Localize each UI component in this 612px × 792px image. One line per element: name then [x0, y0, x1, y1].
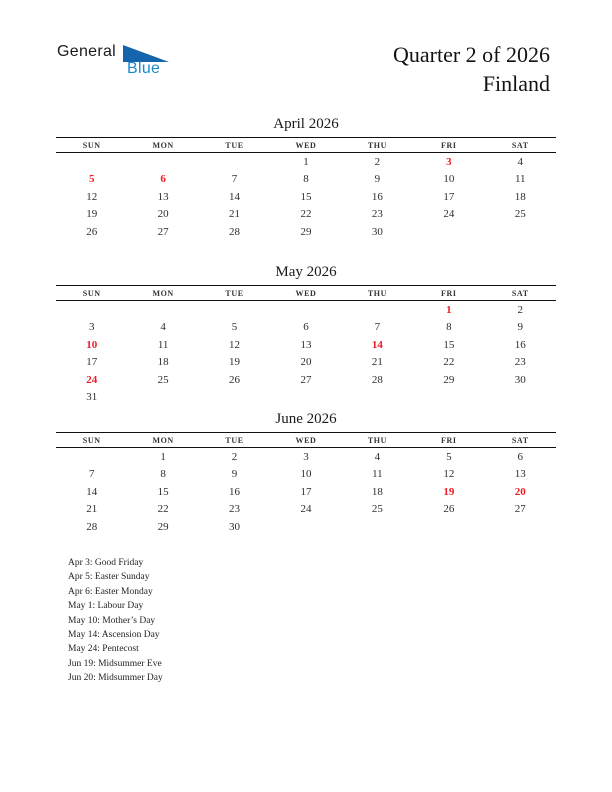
calendar-date: 18 [514, 190, 526, 203]
weekday-header: WED [270, 286, 341, 301]
calendar-date: 18 [157, 356, 169, 369]
calendar-date: 15 [157, 485, 169, 498]
calendar-date: 12 [229, 338, 241, 351]
calendar-date: 21 [229, 208, 241, 221]
calendar-date: 30 [229, 520, 241, 533]
calendar-table-april [56, 137, 556, 241]
calendar-week-row [56, 448, 556, 466]
calendar-date: 29 [443, 373, 455, 386]
calendar-date: 26 [229, 373, 241, 386]
calendar-date: 8 [160, 468, 166, 481]
calendar-empty-cell [485, 223, 556, 241]
weekday-header: SUN [56, 286, 127, 301]
calendar-date: 30 [514, 373, 526, 386]
calendar-week-row [56, 206, 556, 224]
calendar-date: 9 [517, 321, 524, 334]
month-section-may [56, 262, 556, 406]
calendar-date: 21 [371, 356, 383, 369]
calendar-empty-cell [413, 223, 484, 241]
logo-text-blue: Blue [127, 60, 161, 77]
page-title [393, 40, 550, 98]
weekday-header: SAT [485, 138, 556, 153]
weekday-header: TUE [199, 433, 270, 448]
calendar-date: 5 [446, 450, 452, 463]
holiday-entry: Jun 19: Midsummer Eve [68, 658, 162, 669]
calendar-date: 23 [514, 356, 526, 369]
calendar-empty-cell [127, 301, 198, 319]
calendar-date: 7 [374, 321, 381, 334]
calendar-date: 6 [303, 321, 309, 334]
month-section-june [56, 409, 556, 536]
weekday-header: MON [127, 138, 198, 153]
calendar-week-row [56, 188, 556, 206]
calendar-date: 26 [443, 503, 455, 516]
calendar-date: 5 [231, 321, 238, 334]
page-title-quarter: Quarter 2 of 2026 [392, 42, 550, 67]
calendar-date: 4 [374, 450, 381, 463]
calendar-date: 20 [514, 485, 526, 498]
calendar-date: 15 [300, 190, 312, 203]
weekday-header: TUE [199, 286, 270, 301]
holiday-entry: Apr 5: Easter Sunday [68, 572, 150, 583]
general-blue-logo [57, 42, 187, 82]
calendar-date: 1 [303, 155, 309, 168]
calendar-date: 16 [514, 338, 526, 351]
calendar-empty-cell [56, 448, 127, 466]
calendar-date: 21 [86, 503, 98, 516]
calendar-date: 3 [303, 450, 309, 463]
weekday-header-row [56, 138, 556, 153]
holiday-entry: Apr 3: Good Friday [68, 558, 144, 568]
calendar-week-row [56, 466, 556, 484]
calendar-date: 17 [86, 356, 98, 369]
calendar-date: 19 [86, 208, 98, 221]
calendar-date: 27 [300, 373, 312, 386]
calendar-table-may [56, 285, 556, 406]
month-title-june: June 2026 [275, 411, 337, 427]
calendar-date: 6 [160, 173, 166, 186]
month-title-april: April 2026 [273, 116, 339, 132]
calendar-date: 8 [446, 321, 452, 334]
calendar-date: 19 [443, 485, 455, 498]
calendar-date: 13 [514, 468, 526, 481]
weekday-header: SAT [485, 433, 556, 448]
calendar-date: 4 [160, 321, 166, 334]
calendar-date: 24 [443, 208, 455, 221]
holiday-list [68, 556, 163, 686]
calendar-empty-cell [413, 389, 484, 407]
calendar-week-row [56, 501, 556, 519]
calendar-date: 27 [157, 225, 169, 238]
calendar-week-row [56, 319, 556, 337]
calendar-date: 12 [443, 468, 455, 481]
calendar-date: 25 [157, 373, 169, 386]
calendar-date: 22 [300, 208, 312, 221]
calendar-empty-cell [342, 301, 413, 319]
calendar-date: 16 [229, 485, 241, 498]
calendar-date: 20 [300, 356, 312, 369]
calendar-date: 2 [231, 450, 238, 463]
calendar-date: 23 [229, 503, 241, 516]
weekday-header: THU [342, 138, 413, 153]
calendar-date: 28 [86, 520, 98, 533]
weekday-header: FRI [413, 433, 484, 448]
calendar-empty-cell [270, 301, 341, 319]
calendar-date: 2 [374, 155, 381, 168]
calendar-date: 20 [157, 208, 169, 221]
calendar-date: 13 [157, 190, 169, 203]
calendar-week-row [56, 518, 556, 536]
holiday-entry: Jun 20: Midsummer Day [68, 673, 163, 684]
calendar-week-row [56, 371, 556, 389]
calendar-date: 22 [157, 503, 169, 516]
calendar-date: 14 [86, 485, 98, 498]
calendar-date: 13 [300, 338, 312, 351]
calendar-date: 16 [371, 190, 383, 203]
calendar-empty-cell [56, 153, 127, 171]
calendar-date: 2 [517, 303, 524, 316]
calendar-empty-cell [127, 389, 198, 407]
calendar-date: 27 [514, 503, 526, 516]
month-section-april [56, 114, 556, 241]
calendar-date: 24 [300, 503, 312, 516]
calendar-empty-cell [485, 389, 556, 407]
calendar-date: 26 [86, 225, 98, 238]
weekday-header: WED [270, 138, 341, 153]
calendar-week-row [56, 301, 556, 319]
calendar-date: 12 [86, 190, 98, 203]
calendar-date: 8 [303, 173, 309, 186]
calendar-date: 22 [443, 356, 455, 369]
weekday-header: FRI [413, 286, 484, 301]
calendar-date: 9 [231, 468, 238, 481]
holiday-entry: May 14: Ascension Day [68, 630, 160, 641]
calendar-date: 17 [300, 485, 312, 498]
calendar-date: 11 [514, 173, 526, 186]
calendar-date: 31 [86, 391, 98, 404]
calendar-empty-cell [270, 518, 341, 536]
logo-text-general: General [57, 43, 117, 60]
weekday-header: SAT [485, 286, 556, 301]
calendar-week-row [56, 354, 556, 372]
holiday-entry: May 24: Pentecost [68, 644, 139, 655]
weekday-header: SUN [56, 138, 127, 153]
holiday-entry: May 10: Mother’s Day [68, 615, 156, 626]
calendar-date: 29 [157, 520, 169, 533]
calendar-empty-cell [199, 389, 270, 407]
calendar-date: 7 [88, 468, 95, 481]
calendar-empty-cell [342, 389, 413, 407]
calendar-table-june [56, 432, 556, 536]
calendar-date: 28 [229, 225, 241, 238]
calendar-date: 17 [443, 190, 455, 203]
calendar-date: 14 [371, 338, 383, 351]
calendar-date: 18 [371, 485, 383, 498]
calendar-empty-cell [485, 518, 556, 536]
calendar-date: 9 [374, 173, 381, 186]
weekday-header: MON [127, 286, 198, 301]
calendar-date: 1 [446, 303, 452, 316]
calendar-date: 10 [86, 338, 98, 351]
calendar-date: 3 [88, 321, 95, 334]
weekday-header: THU [342, 433, 413, 448]
calendar-date: 24 [86, 373, 98, 386]
calendar-week-row [56, 483, 556, 501]
calendar-date: 10 [443, 173, 455, 186]
calendar-date: 4 [517, 155, 524, 168]
calendar-date: 25 [514, 208, 526, 221]
calendar-date: 7 [231, 173, 238, 186]
calendar-date: 5 [88, 173, 95, 186]
calendar-empty-cell [127, 153, 198, 171]
weekday-header-row [56, 286, 556, 301]
calendar-date: 14 [229, 190, 241, 203]
calendar-date: 1 [160, 450, 166, 463]
calendar-date: 11 [372, 468, 383, 481]
calendar-date: 19 [229, 356, 241, 369]
calendar-week-row [56, 389, 556, 407]
weekday-header: WED [270, 433, 341, 448]
calendar-date: 6 [517, 450, 524, 463]
weekday-header-row [56, 433, 556, 448]
calendar-date: 3 [446, 155, 452, 168]
calendar-date: 29 [300, 225, 312, 238]
calendar-date: 30 [371, 225, 383, 238]
month-title-may: May 2026 [275, 264, 337, 280]
weekday-header: FRI [413, 138, 484, 153]
weekday-header: SUN [56, 433, 127, 448]
page-title-country: Finland [482, 71, 550, 96]
calendar-week-row [56, 336, 556, 354]
holiday-entry: Apr 6: Easter Monday [68, 586, 153, 597]
calendar-empty-cell [199, 301, 270, 319]
weekday-header: MON [127, 433, 198, 448]
calendar-date: 28 [371, 373, 383, 386]
calendar-empty-cell [270, 389, 341, 407]
calendar-empty-cell [56, 301, 127, 319]
calendar-week-row [56, 153, 556, 171]
calendar-week-row [56, 223, 556, 241]
weekday-header: TUE [199, 138, 270, 153]
calendar-empty-cell [413, 518, 484, 536]
calendar-date: 15 [443, 338, 455, 351]
calendar-date: 25 [371, 503, 383, 516]
holiday-entry: May 1: Labour Day [68, 601, 144, 612]
calendar-week-row [56, 171, 556, 189]
calendar-empty-cell [342, 518, 413, 536]
calendar-date: 23 [371, 208, 383, 221]
calendar-date: 11 [157, 338, 169, 351]
calendar-empty-cell [199, 153, 270, 171]
calendar-date: 10 [300, 468, 312, 481]
weekday-header: THU [342, 286, 413, 301]
